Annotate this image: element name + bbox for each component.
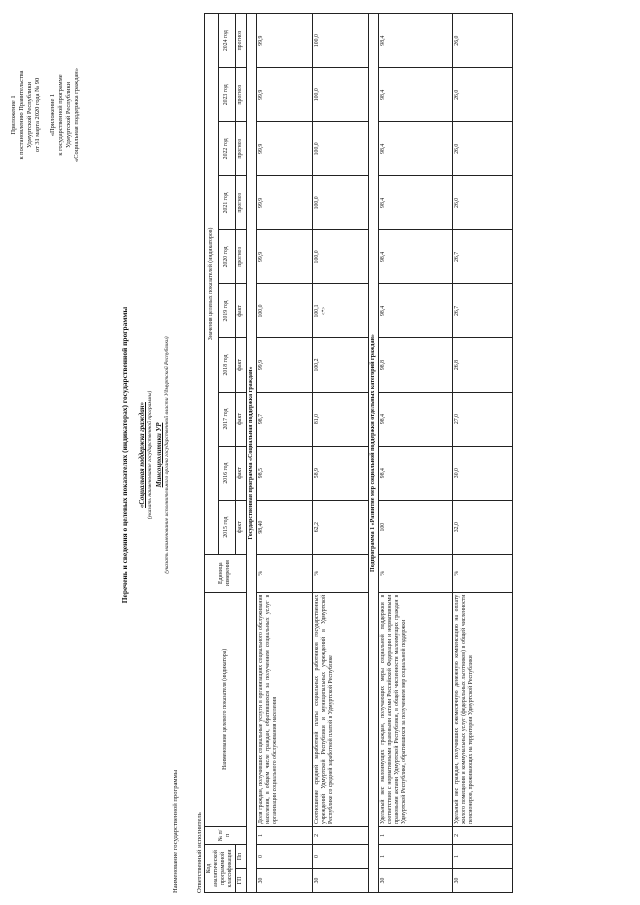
cell-value: 98,4 [379, 68, 453, 122]
header-values: Значения целевых показателей (индикаторов) [205, 14, 219, 555]
cell-value: 100,0 [313, 230, 369, 284]
cell-value: 100,2 [313, 338, 369, 392]
header-year: 2015 год [219, 500, 236, 554]
document-title: Перечень и сведения о целевых показателях (индикаторах) государственной программы [120, 306, 129, 604]
section-title: Государственная программа «Социальная поддержка граждан» [246, 14, 256, 893]
cell-value: 26,0 [453, 68, 513, 122]
header-year: 2020 год [219, 230, 236, 284]
table-row [453, 14, 513, 893]
appendix-line: «Приложение 1 [49, 93, 56, 137]
cell-pp: 1 [453, 844, 513, 868]
cell-value: 98,4 [379, 392, 453, 446]
cell-value: 100,0 [257, 284, 313, 338]
appendix-line: Удмуртской Республики [65, 82, 72, 148]
cell-value: 62,2 [313, 500, 369, 554]
cell-value: 81,0 [313, 392, 369, 446]
cell-value: 100,0 [313, 68, 369, 122]
cell-gp: 30 [313, 868, 369, 892]
cell-unit: % [313, 554, 369, 592]
header-year: 2016 год [219, 446, 236, 500]
program-name: «Социальная поддержка граждан» [139, 402, 146, 508]
table-row [313, 14, 369, 893]
cell-indicator-name: Соотношение средней заработной платы социальных работников государственных учреждений Удмуртской Республики и муниципальных учреждений в Удмуртской Республике со средней заработной платой в Удмуртской Республике [313, 592, 369, 826]
cell-value: 98,5 [257, 446, 313, 500]
header-year: 2019 год [219, 284, 236, 338]
appendix-line: «Социальная поддержка граждан» [73, 68, 80, 162]
cell-value: 98,4 [379, 122, 453, 176]
appendix-note [10, 15, 81, 215]
cell-value: 98,7 [257, 392, 313, 446]
header-kind: прогноз [235, 14, 246, 68]
cell-value: 99,9 [257, 68, 313, 122]
cell-gp: 30 [257, 868, 313, 892]
header-kind: прогноз [235, 122, 246, 176]
header-code: Код аналитической программной классификации [205, 844, 236, 892]
table-row [379, 14, 453, 893]
header-gp: ГП [235, 868, 246, 892]
cell-value: 98,40 [257, 500, 313, 554]
cell-value: 99,9 [257, 122, 313, 176]
appendix-line: к государственной программе [57, 74, 64, 156]
cell-unit: % [379, 554, 453, 592]
header-kind: факт [235, 392, 246, 446]
cell-value: 98,4 [379, 230, 453, 284]
cell-indicator-name: Доля граждан, получивших социальные услуги в организациях социального обслуживания населения, в общем числе граждан, обратившихся за получением социальных услуг в организации социального обслуживания населения [257, 592, 313, 826]
cell-value: 99,9 [257, 338, 313, 392]
executor-label: Ответственный исполнитель [196, 812, 203, 893]
header-pp: Пп [235, 844, 246, 868]
cell-value: 98,4 [379, 446, 453, 500]
program-executor: Минсоцполитики УР [155, 422, 163, 488]
cell-value: 100,0 [313, 122, 369, 176]
cell-value: 26,0 [453, 176, 513, 230]
cell-value: 26,0 [453, 122, 513, 176]
cell-unit: % [453, 554, 513, 592]
appendix-line: от 31 марта 2020 года № 90 [34, 77, 41, 153]
program-block [138, 145, 171, 765]
appendix-line: Приложение 1 [10, 95, 17, 135]
cell-indicator-name: Удельный вес граждан, получивших ежемесячную денежную компенсацию на оплату жилого помещения и коммунальных услуг (федеральных льготников) в общей численности пенсионеров, проживающих на территории Удмуртской Республики [453, 592, 513, 826]
cell-value: 99,9 [257, 230, 313, 284]
header-kind: прогноз [235, 176, 246, 230]
footnote-mark: <*> [320, 306, 327, 316]
cell-value: 26,8 [453, 338, 513, 392]
cell-indicator-name: Удельный вес малоимущих граждан, получающих меры социальной поддержки в соответствии с нормативными правовыми актами Российской Федерации и нормативными правовыми актами Удмуртской Республики, в общей численности малоимущих граждан в Удмуртской Республике, обратившихся за получением мер социальной поддержки [379, 592, 453, 826]
cell-value: 30,0 [453, 446, 513, 500]
indicators-table [204, 13, 513, 893]
cell-value: 100,0 [313, 14, 369, 68]
header-kind: прогноз [235, 68, 246, 122]
cell-value: 99,9 [257, 176, 313, 230]
cell-pp: 0 [313, 844, 369, 868]
program-label: Наименование государственной программы [172, 769, 179, 893]
header-year: 2022 год [219, 122, 236, 176]
header-year: 2023 год [219, 68, 236, 122]
cell-value: 26,7 [453, 284, 513, 338]
cell-gp: 30 [453, 868, 513, 892]
cell-pp: 1 [379, 844, 453, 868]
header-kind: прогноз [235, 230, 246, 284]
program-executor-hint: (указать наименование исполнительного органа государственной власти Удмуртской Республики) [163, 336, 170, 574]
cell-value: 26,0 [453, 14, 513, 68]
cell-value: 98,4 [379, 14, 453, 68]
cell-gp: 30 [379, 868, 453, 892]
header-year: 2017 год [219, 392, 236, 446]
header-kind: факт [235, 446, 246, 500]
header-kind: факт [235, 284, 246, 338]
cell-value: 100 [379, 500, 453, 554]
cell-value: 32,0 [453, 500, 513, 554]
cell-value: 99,9 [257, 14, 313, 68]
section-title: Подпрограмма 1 «Развитие мер социальной поддержки отдельных категорий граждан» [369, 14, 379, 893]
cell-value: 98,4 [379, 176, 453, 230]
cell-number: 1 [379, 826, 453, 844]
cell-number: 2 [313, 826, 369, 844]
cell-unit: % [257, 554, 313, 592]
header-indicator-name: Наименование целевого показателя (индикатора) [205, 592, 247, 826]
cell-value: 100,0 [313, 176, 369, 230]
value-text: 100,1 [314, 304, 320, 318]
section-row [246, 14, 256, 893]
header-kind: факт [235, 338, 246, 392]
header-unit: Единица измерения [205, 554, 247, 592]
cell-value: 98,8 [379, 338, 453, 392]
program-name-hint: (указать наименование государственной программы) [147, 390, 154, 520]
cell-value: 27,0 [453, 392, 513, 446]
appendix-line: Удмуртской Республики [26, 82, 33, 148]
table-row [257, 14, 313, 893]
cell-value: 98,4 [379, 284, 453, 338]
cell-value: 26,7 [453, 230, 513, 284]
header-number: № п/п [205, 826, 247, 844]
header-year: 2021 год [219, 176, 236, 230]
appendix-line: к постановлению Правительства [18, 70, 25, 160]
cell-pp: 0 [257, 844, 313, 868]
header-year: 2024 год [219, 14, 236, 68]
cell-number: 2 [453, 826, 513, 844]
section-row [369, 14, 379, 893]
cell-value [313, 284, 369, 338]
cell-value: 58,9 [313, 446, 369, 500]
header-kind: факт [235, 500, 246, 554]
cell-number: 1 [257, 826, 313, 844]
header-year: 2018 год [219, 338, 236, 392]
